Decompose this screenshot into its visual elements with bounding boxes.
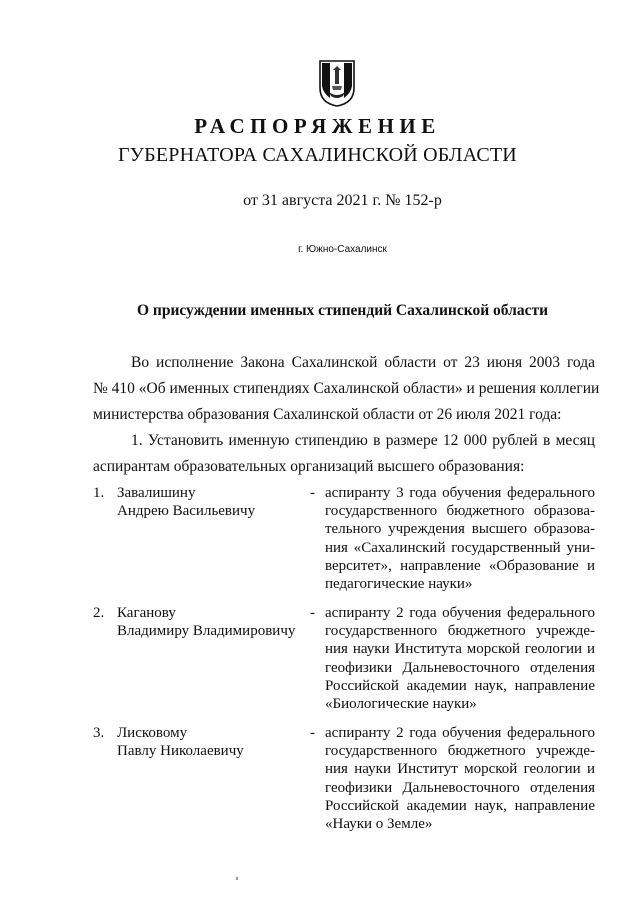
desc-line: аспиранту 3 года обучения федерального [325, 485, 595, 501]
desc-line: государственного бюджетного образова- [325, 503, 595, 520]
item-number: 2. [93, 605, 105, 621]
item-description [325, 724, 595, 833]
paragraph-line: Во исполнение Закона Сахалинской области от 23 июня 2003 года [131, 354, 595, 371]
paragraph-line: № 410 «Об именных стипендиях Сахалинской области» и решения коллегии [93, 380, 600, 397]
desc-line: ния «Сахалинский государственный уни- [325, 539, 595, 556]
item-given-name: Андрею Васильевичу [117, 503, 256, 520]
item-surname: Каганову [117, 605, 176, 621]
desc-line: педагогические науки» [325, 576, 473, 593]
item-number: 1. [93, 485, 105, 501]
desc-line: Российской академии наук, направление [325, 797, 595, 814]
desc-line: верситет», направление «Образование и [325, 557, 595, 574]
desc-line: аспиранту 2 года обучения федерального [325, 605, 595, 621]
item-given-name: Павлу Николаевичу [117, 743, 244, 760]
item-dash: - [310, 485, 315, 501]
desc-line: «Биологические науки» [325, 696, 477, 713]
desc-line: геофизики Дальневосточного отделения [325, 659, 595, 676]
desc-line: «Науки о Земле» [325, 816, 433, 833]
item-given-name: Владимиру Владимировичу [117, 623, 296, 640]
paragraph-clause-1 [93, 428, 595, 480]
item-description [325, 604, 595, 713]
item-name [117, 724, 244, 760]
desc-line: ния науки Института морской геологии и [325, 641, 595, 658]
desc-line: ния науки Институт морской геологии и [325, 761, 595, 778]
desc-line: Российской академии наук, направление [325, 677, 595, 694]
document-city: г. Южно-Сахалинск [298, 244, 387, 255]
document-subtitle: ГУБЕРНАТОРА САХАЛИНСКОЙ ОБЛАСТИ [118, 144, 517, 166]
document-date: от 31 августа 2021 г. № 152-р [243, 192, 442, 209]
item-name [117, 484, 255, 520]
item-surname: Лисковому [117, 725, 188, 741]
scan-speck [236, 877, 238, 880]
paragraph-line: 1. Установить именную стипендию в размере 12 000 рублей в месяц [131, 432, 595, 449]
coat-of-arms-icon [317, 58, 357, 108]
item-description [325, 484, 595, 593]
paragraph-preamble [93, 350, 600, 428]
item-dash: - [310, 725, 315, 741]
document-heading: О присуждении именных стипендий Сахалинской области [136, 302, 549, 319]
document-title: РАСПОРЯЖЕНИЕ [194, 114, 441, 138]
desc-line: государственного бюджетного учрежде- [325, 623, 595, 640]
item-number: 3. [93, 725, 105, 741]
paragraph-line: аспирантам образовательных организаций высшего образования: [93, 458, 525, 475]
desc-line: геофизики Дальневосточного отделения [325, 779, 595, 796]
paragraph-line: министерства образования Сахалинской области от 26 июля 2021 года: [93, 406, 562, 423]
desc-line: государственного бюджетного учрежде- [325, 743, 595, 760]
item-name [117, 604, 295, 640]
item-dash: - [310, 605, 315, 621]
desc-line: тельного учреждения высшего образова- [325, 521, 595, 538]
item-surname: Завалишину [117, 485, 196, 501]
desc-line: аспиранту 2 года обучения федерального [325, 725, 595, 741]
